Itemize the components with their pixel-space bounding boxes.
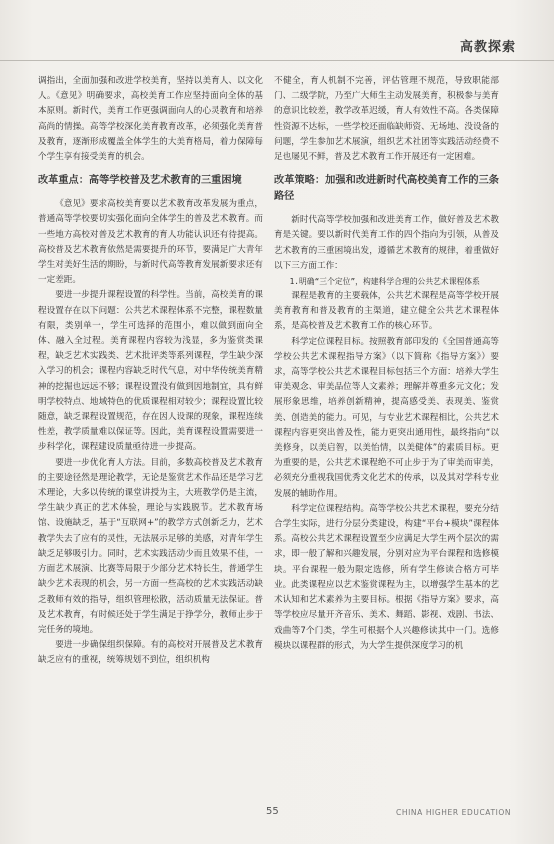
section-header-title: 高教探索 [459,40,516,55]
right-paragraph-1: 不健全，育人机制不完善，评估管理不规范，导致职能部门、二级学院，乃至广大师生主动发展美育，积极参与美育的意识比较差，教学改革迟缓，育人有效性不高。各类保障性资源不达标，一些学校还面临缺师资、无场地、没设备的问题，学生参加艺术展演，组织艺术社团等实践活动经费不足也屡见不鲜，普及艺术教育工作开展还有一定困难。 [274,76,499,163]
left-paragraph-3: 要进一步提升课程设置的科学性。当前，高校美育的课程设置存在以下问题：公共艺术课程体系不完整，课程数量有限，类别单一，学生可选择的范围小，难以做到面向全体、融入全过程。美育课程内容较为浅显，多为鉴赏类课程，缺乏艺术实践类、艺术批评类等系列课程，学生缺少深入学习的机会；课程内容缺乏时代气息，对中华传统美育精神的挖掘也远远不够；课程设置没有做到因地制宜，具有鲜明学校特点、地域特色的优质课程相对较少；课程设置比较随意，缺乏课程设置规范，存在因人设课的现象，课程连续性差，教学质量难以保证等。因此，美育课程设置需要进一步科学化，课程建设质量亟待进一步提高。 [38,290,263,453]
left-paragraph-1: 调指出，全面加强和改进学校美育，坚持以美育人、以文化人。《意见》明确要求，高校美育工作应坚持面向全体的基本原则。新时代，美育工作更强调面向人的心灵教育和培养高尚的情操。高等学校深化美育教育改革，必须强化美育普及教育，逐渐形成覆盖全体学生的大美育格局，着力保障每个学生享有接受美育的机会。 [38,76,263,163]
subheading-curriculum-system: 1.明确“三个定位”，构建科学合理的公共艺术课程体系 [289,277,480,287]
section-heading-reform-focus: 改革重点：高等学校普及艺术教育的三重困境 [38,175,242,187]
left-column [38,74,263,669]
right-column [274,74,499,654]
left-paragraph-2: 《意见》要求高校美育要以艺术教育改革发展为重点，普通高等学校要切实强化面向全体学生的普及艺术教育。而一些地方高校对普及艺术教育的育人功能认识还有待提高。高校普及艺术教育依然是需要提升的环节，要满足广大青年学生对美好生活的期盼，与新时代高等教育发展新要求还有一定差距。 [38,199,263,286]
right-paragraph-4: 科学定位课程目标。按照教育部印发的《全国普通高等学校公共艺术课程指导方案》（以下简称《指导方案》）要求，高等学校公共艺术课程目标包括三个方面：培养大学生审美观念、审美品位等人文素养；理解并尊重多元文化；发展形象思维，培养创新精神，提高感受美、表现美、鉴赏美、创造美的能力。可见，与专业艺术课程相比，公共艺术课程内容更突出普及性，能力更突出通用性，最终指向“以美修身，以美启智，以美怡情，以美健体”的素质目标。更为重要的是，公共艺术课程绝不可止步于为了审美而审美，必须充分重视我国优秀文化艺术的传承，以及其对学科专业发展的辅助作用。 [274,336,499,499]
header-divider [0,60,554,61]
right-paragraph-2: 新时代高等学校加强和改进美育工作，做好普及艺术教育是关键。要以新时代美育工作的四个指向为引领，从普及艺术教育的三重困境出发，遵循艺术教育的规律，着重做好以下三方面工作： [274,215,499,271]
left-paragraph-4: 要进一步优化育人方法。目前，多数高校普及艺术教育的主要途径然是理论教学，无论是鉴赏艺术作品还是学习艺术理论，大多以传统的课堂讲授为主，大班教学仍是主流，学生缺少真正的艺术体验，理论与实践脱节。艺术教育场馆、设施缺乏，基于“互联网+”的教学方式创新乏力，艺术教学失去了应有的灵性，无法展示足够的美感，对青年学生缺乏足够吸引力。同时，艺术实践活动少而且效果不佳，一方面艺术展演、比赛等局限于少部分艺术特长生，普通学生缺少艺术表现的机会，另一方面一些高校的艺术实践活动缺乏教师有效的指导，组织管理松散，活动质量无法保证。普及艺术教育，有时候还处于学生满足于挣学分，教师止步于完任务的境地。 [38,457,263,635]
page-number: 55 [266,806,279,817]
section-heading-reform-strategy: 改革策略：加强和改进新时代高校美育工作的三条路径 [274,175,499,203]
left-paragraph-5: 要进一步确保组织保障。有的高校对开展普及艺术教育缺乏应有的重视，统筹规划不到位，组织机构 [38,640,263,666]
journal-footer: CHINA HIGHER EDUCATION [396,808,512,817]
right-paragraph-5: 科学定位课程结构。高等学校公共艺术课程，要充分结合学生实际，进行分层分类建设，构建“平台+模块”课程体系。高校公共艺术课程设置至少应满足大学生两个层次的需求，即一般了解和兴趣发展，分别对应为平台课程和选修模块。平台课程一般为限定选修，所有学生修读合格方可毕业。此类课程应以艺术鉴赏课程为主，以增强学生基本的艺术认知和艺术素养为主要目标。根据《指导方案》要求，高等学校应尽量开齐音乐、美术、舞蹈、影视、戏剧、书法、戏曲等7个门类，学生可根据个人兴趣修读其中一门。选修模块以课程群的形式，为大学生提供深度学习的机 [274,503,499,651]
right-paragraph-3: 课程是教育的主要载体，公共艺术课程是高等学校开展美育教育和普及教育的主渠道，建立健全公共艺术课程体系，是高校普及艺术教育工作的核心环节。 [274,291,499,332]
